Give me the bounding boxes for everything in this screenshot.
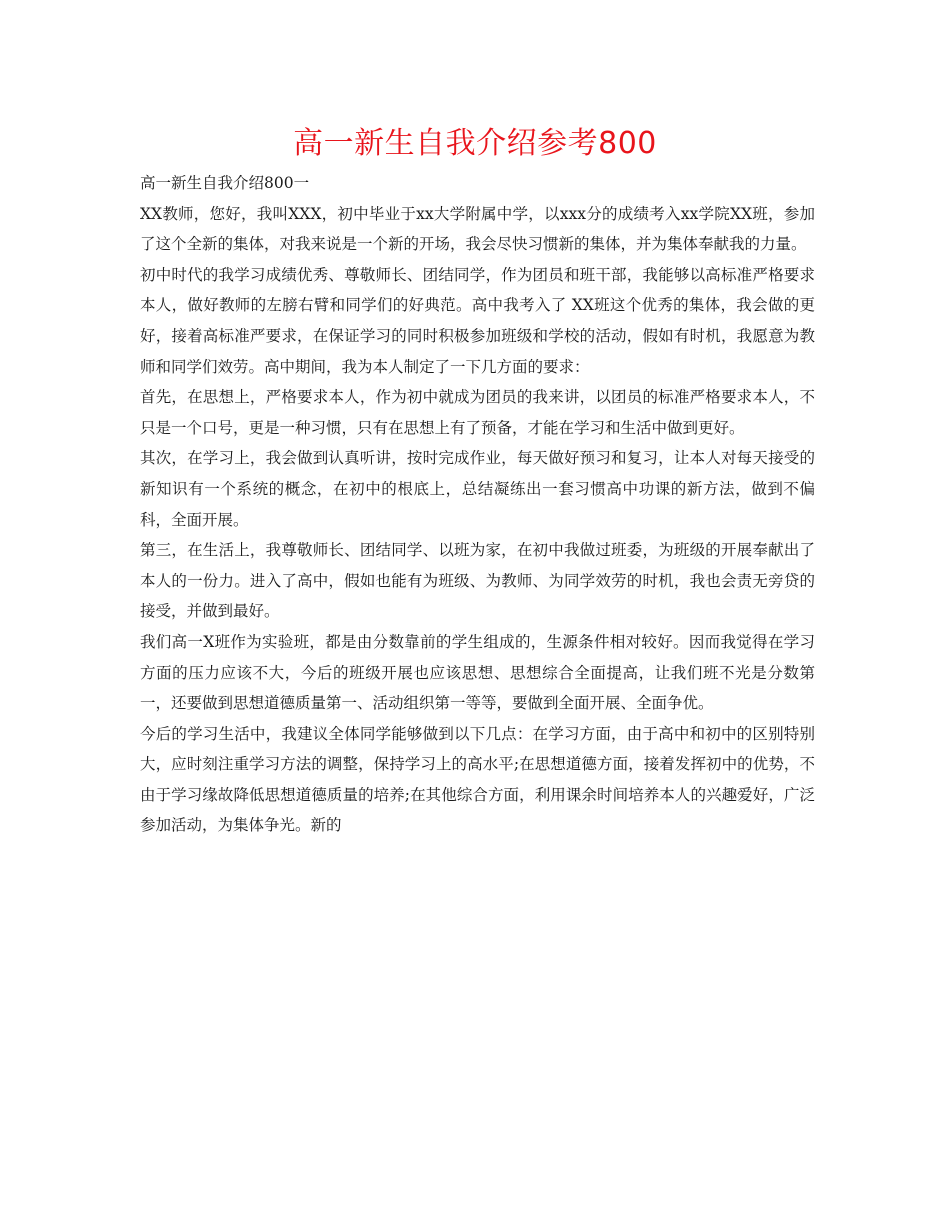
paragraph: 初中时代的我学习成绩优秀、尊敬师长、团结同学，作为团员和班干部，我能够以高标准严格要求本人，做好教师的左膀右臂和同学们的好典范。高中我考入了 XX班这个优秀的集体，我会做的更好，接着高标准严要求，在保证学习的同时积极参加班级和学校的活动，假如有时机，我愿意为教师和同学们效劳。高中期间，我为本人制定了一下几方面的要求： [140,265,815,376]
paragraph: 我们高一X班作为实验班，都是由分数靠前的学生组成的，生源条件相对较好。因而我觉得在学习方面的压力应该不大，今后的班级开展也应该思想、思想综合全面提高，让我们班不光是分数第一，还要做到思想道德质量第一、活动组织第一等等，要做到全面开展、全面争优。 [140,632,815,713]
document-body [140,168,815,841]
page-title: 高一新生自我介绍参考800 [293,126,657,161]
paragraph: 第三，在生活上，我尊敬师长、团结同学、以班为家，在初中我做过班委，为班级的开展奉献出了本人的一份力。进入了高中，假如也能有为班级、为教师、为同学效劳的时机，我也会责无旁贷的接受，并做到最好。 [140,541,815,621]
paragraph: XX教师，您好，我叫XXX，初中毕业于xx大学附属中学，以xxx分的成绩考入xx学院XX班，参加了这个全新的集体，对我来说是一个新的开场，我会尽快习惯新的集体，并为集体奉献我的力量。 [140,204,815,254]
paragraph: 今后的学习生活中，我建议全体同学能够做到以下几点：在学习方面，由于高中和初中的区别特别大，应时刻注重学习方法的调整，保持学习上的高水平;在思想道德方面，接着发挥初中的优势，不由于学习缘故降低思想道德质量的培养;在其他综合方面，利用课余时间培养本人的兴趣爱好，广泛参加活动，为集体争光。新的 [140,724,815,835]
paragraph-subtitle: 高一新生自我介绍800一 [140,174,310,192]
paragraph: 其次，在学习上，我会做到认真听讲，按时完成作业，每天做好预习和复习，让本人对每天接受的新知识有一个系统的概念，在初中的根底上，总结凝练出一套习惯高中功课的新方法，做到不偏科，全面开展。 [140,449,815,529]
paragraph: 首先，在思想上，严格要求本人，作为初中就成为团员的我来讲，以团员的标准严格要求本人，不只是一个口号，更是一种习惯，只有在思想上有了预备，才能在学习和生活中做到更好。 [140,388,815,437]
